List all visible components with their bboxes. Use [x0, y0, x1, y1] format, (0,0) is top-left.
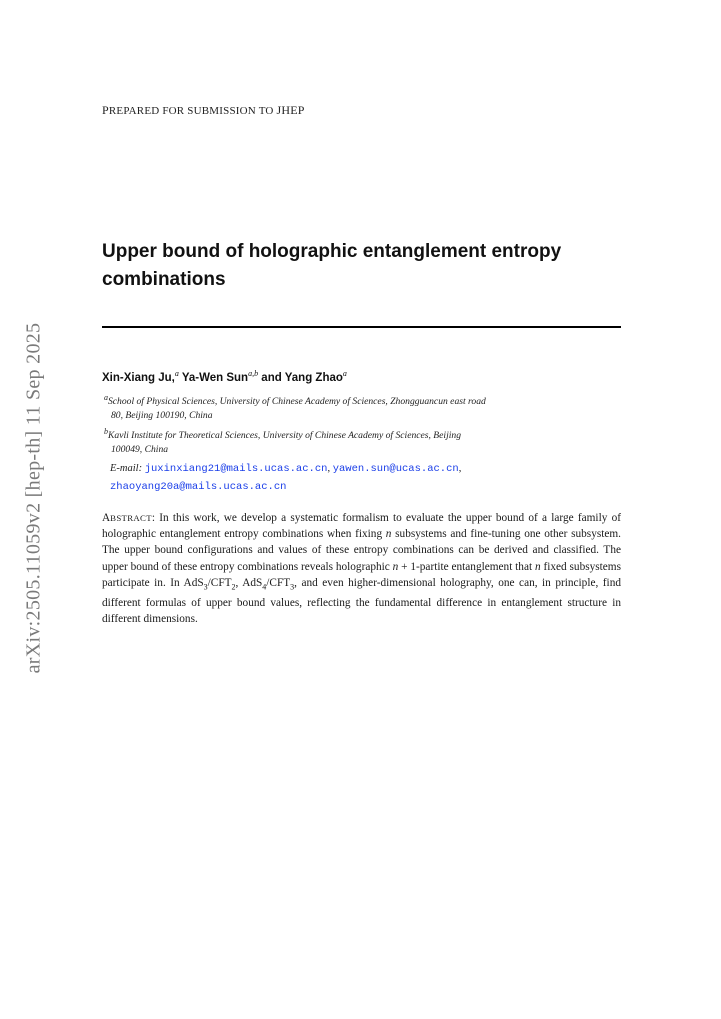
abstract-text: subsystems and fine-tuning one other subsystem. The upper bound configurations and values of these entropy combinations can be derived and classified. The upper bound of these entropy combinations reveals holographic [102, 528, 622, 573]
subscript: 3 [290, 582, 295, 592]
abstract-text: , and even higher-dimensional holography, one can, in principle, find different formulas of upper bound values, reflecting the fundamental difference in entanglement structure in different dimensions. [102, 576, 621, 626]
author-list [102, 369, 347, 384]
author-name: Yang Zhao [284, 371, 343, 384]
abstract-text: In this work, we develop a systematic formalism to evaluate the upper bound of a large family of holographic entanglement entropy combinations when fixing [102, 512, 622, 541]
author-affiliation-mark: a [174, 369, 179, 378]
email-link-ju[interactable]: juxinxiang21@mails.ucas.ac.cn [144, 463, 328, 475]
author-name: Xin-Xiang Ju, [102, 371, 175, 384]
author-name: Ya-Wen Sun [181, 371, 249, 384]
paper-title [102, 238, 622, 294]
author-conjunction: and [261, 371, 282, 384]
affiliation-line: School of Physical Sciences, University of Chinese Academy of Sciences, Zhongguancun east road [108, 396, 486, 408]
affiliation-a [104, 391, 621, 423]
abstract-text: /CFT [266, 576, 291, 589]
email-link-sun[interactable]: yawen.sun@ucas.ac.cn [332, 463, 459, 475]
title-rule [102, 326, 621, 328]
math-variable: n [534, 560, 541, 573]
title-line-2: combinations [102, 269, 226, 290]
affiliation-line: Kavli Institute for Theoretical Sciences, University of Chinese Academy of Sciences, Beijing [108, 430, 462, 442]
affiliation-line: 80, Beijing 100190, China [111, 410, 213, 422]
affiliation-line: 100049, China [111, 444, 169, 456]
abstract-text: , AdS [235, 576, 263, 589]
abstract-label: ABSTRACT: [102, 512, 156, 524]
math-variable: n [392, 560, 399, 573]
subscript: 4 [262, 582, 267, 592]
submission-note [102, 103, 305, 118]
affiliation-mark: b [104, 427, 108, 436]
title-line-1: Upper bound of holographic entanglement entropy [102, 241, 562, 262]
author-affiliation-mark: a [342, 369, 347, 378]
author-affiliation-mark: a,b [248, 369, 259, 378]
abstract-text: fixed subsystems participate in. In AdS [102, 560, 621, 589]
arxiv-sidebar [6, 298, 62, 698]
email-link-zhao[interactable]: zhaoyang20a@mails.ucas.ac.cn [110, 481, 287, 493]
math-variable: n [385, 528, 392, 541]
abstract [102, 510, 621, 628]
arxiv-identifier: arXiv:2505.11059v2 [hep-th] 11 Sep 2025 [22, 322, 45, 674]
submission-note-text: PREPARED FOR SUBMISSION TO JHEP [102, 103, 305, 117]
email-label: E-mail: [110, 463, 143, 474]
email-block: E-mail: juxinxiang21@mails.ucas.ac.cn, yawen.sun@ucas.ac.cn, zhaoyang20a@mails.ucas.ac.cn [110, 463, 462, 493]
abstract-text: + 1-partite entanglement that [401, 560, 533, 573]
affiliation-b [104, 425, 621, 457]
affiliation-mark: a [104, 393, 108, 402]
subscript: 3 [203, 582, 208, 592]
subscript: 2 [231, 582, 236, 592]
abstract-text: /CFT [207, 576, 232, 589]
